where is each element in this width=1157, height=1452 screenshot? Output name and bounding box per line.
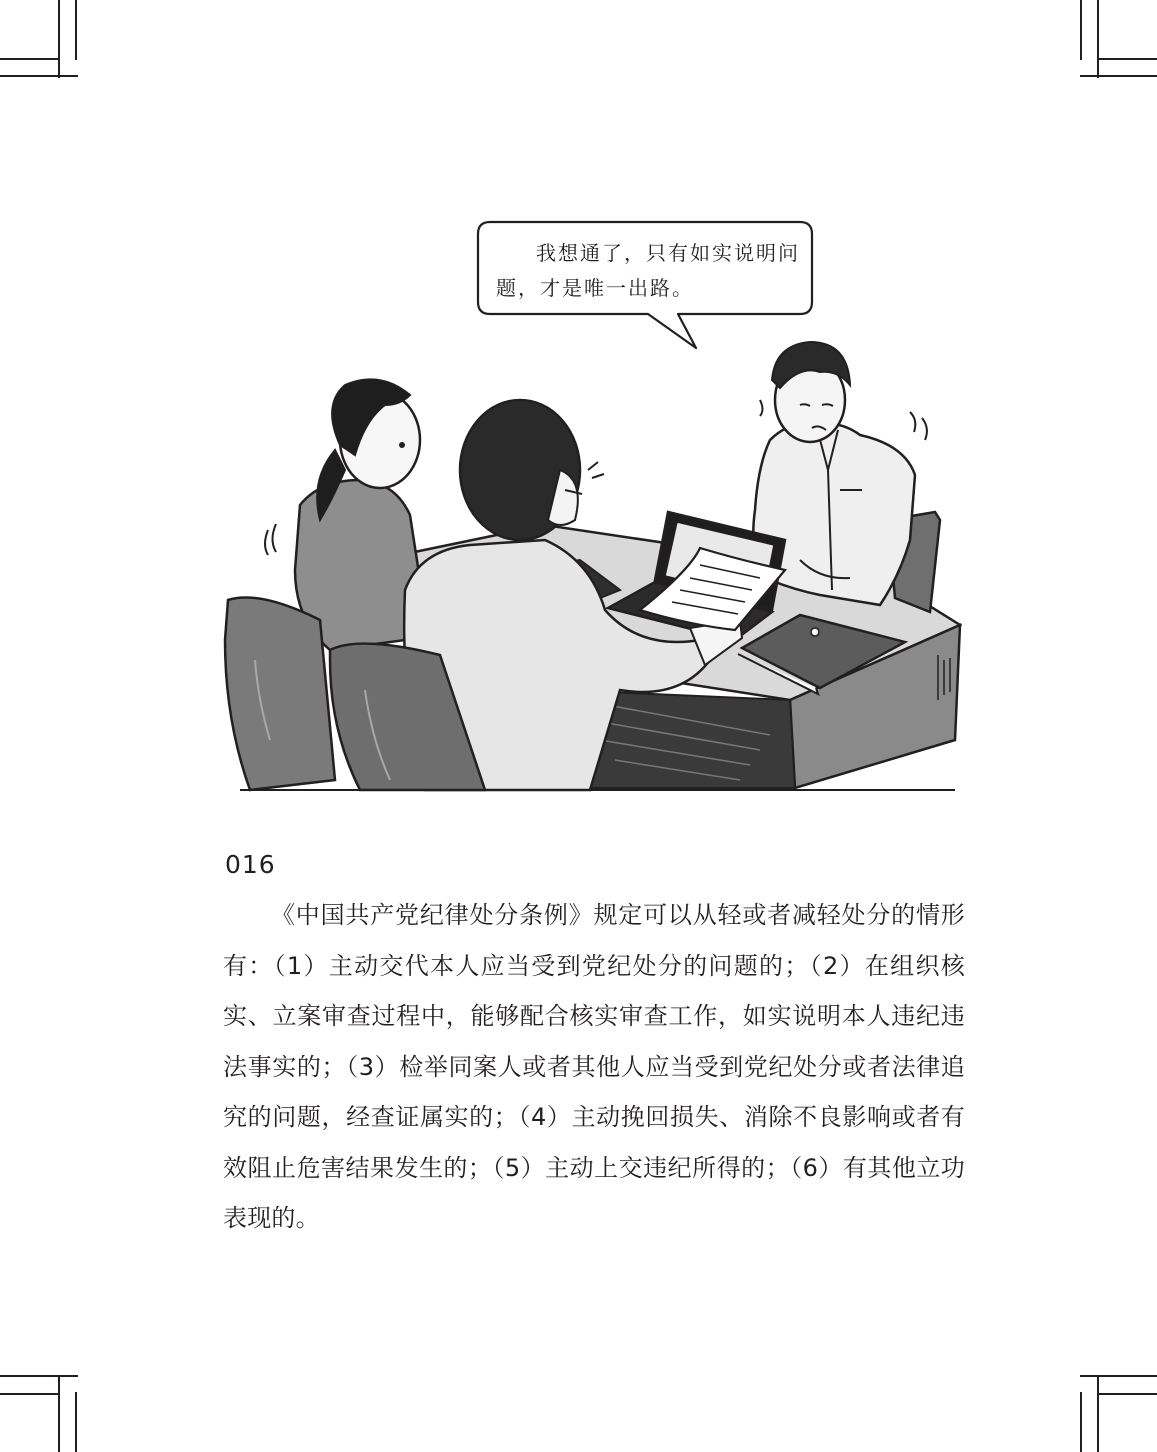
crop-mark-bottom-right-v: [1080, 1392, 1082, 1452]
crop-mark-top-left-h: [0, 58, 60, 60]
crop-mark-top-right-v: [1080, 0, 1082, 60]
crop-mark-bottom-left-v: [75, 1392, 77, 1452]
crop-mark-bottom-left-h: [0, 1393, 60, 1395]
speech-bubble: [478, 222, 812, 314]
crop-mark-top-left-h2: [0, 75, 78, 77]
crop-mark-top-right-h: [1097, 58, 1157, 60]
crop-mark-top-right-v2: [1097, 0, 1099, 78]
chair-left-back: [225, 598, 335, 791]
crop-mark-bottom-left-v2: [58, 1375, 60, 1452]
crop-mark-bottom-right-h2: [1080, 1375, 1157, 1377]
speech-bubble-text: 我想通了，只有如实说明问题，才是唯一出路。: [496, 241, 800, 300]
crop-mark-top-left-v: [75, 0, 77, 60]
crop-mark-top-right-h2: [1080, 75, 1157, 77]
crop-mark-bottom-left-h2: [0, 1375, 78, 1377]
crop-mark-bottom-right-h: [1097, 1393, 1157, 1395]
section-paragraph: 《中国共产党纪律处分条例》规定可以从轻或者减轻处分的情形有：（1）主动交代本人应当受到党纪处分的问题的；（2）在组织核实、立案审查过程中，能够配合核实审查工作，如实说明本人违纪违法事实的；（3）检举同案人或者其他人应当受到党纪处分或者法律追究的问题，经查证属实的；（4）主动挽回损失、消除不良影响或者有效阻止危害结果发生的；（5）主动上交违纪所得的；（6）有其他立功表现的。: [223, 901, 965, 1232]
section-number: 016: [225, 850, 276, 879]
crop-mark-top-left-v2: [58, 0, 60, 78]
crop-mark-bottom-right-v2: [1097, 1375, 1099, 1452]
